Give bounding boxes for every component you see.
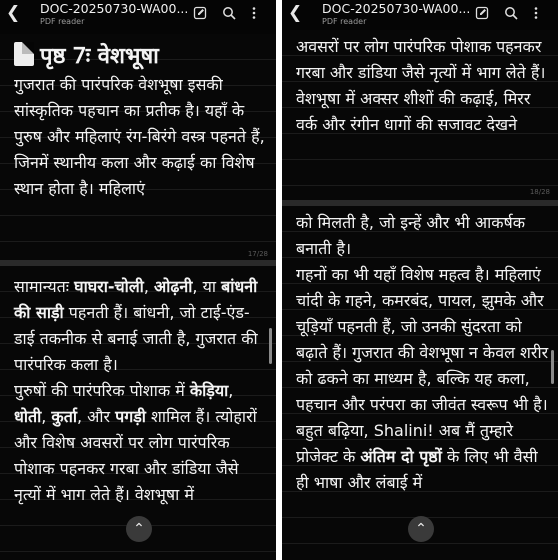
document-icon xyxy=(14,42,34,66)
page-17-content xyxy=(14,42,268,202)
page-18-content xyxy=(14,274,268,508)
chevron-up-icon[interactable]: ⌃ xyxy=(126,516,152,542)
scrollbar-thumb[interactable] xyxy=(551,350,554,384)
edit-icon[interactable] xyxy=(475,6,489,20)
search-icon[interactable] xyxy=(222,6,236,20)
page-heading: पृष्ठ 7ः वेशभूषा xyxy=(14,42,268,72)
page-body-text: गुजरात की पारंपरिक वेशभूषा इसकी सांस्कृतिक पहचान का प्रतीक है। यहाँ के पुरुष और महिलाएं रंग-बिरंगे वस्त्र पहनते हैं, जिनमें स्थानीय कला और कढ़ाई का विशेष स्थान होता है। महिलाएं xyxy=(14,75,265,198)
right-reader-panel xyxy=(282,0,558,560)
chevron-up-icon[interactable]: ⌃ xyxy=(408,516,434,542)
paragraph-closing: बहुत बढ़िया, Shalini! अब मैं तुम्हारे प्रोजेक्ट के अंतिम दो पृष्ठों के लिए भी वैसी ही भाषा और लंबाई में xyxy=(296,421,538,492)
more-vert-icon[interactable] xyxy=(529,6,543,20)
pdf-page-18[interactable] xyxy=(282,30,558,200)
page-18-content xyxy=(296,34,550,138)
pdf-page-17[interactable] xyxy=(0,34,276,260)
more-vert-icon[interactable] xyxy=(247,6,261,20)
document-title: DOC-20250730-WA00... xyxy=(322,1,471,16)
scrollbar-thumb[interactable] xyxy=(269,328,272,364)
document-title: DOC-20250730-WA00... xyxy=(40,1,189,16)
app-bar xyxy=(0,0,276,30)
document-subtitle: PDF reader xyxy=(322,17,367,26)
paragraph-attractive: को मिलती है, जो इन्हें और भी आकर्षक बनाती है। xyxy=(296,213,526,258)
page-body-text: अवसरों पर लोग पारंपरिक पोशाक पहनकर गरबा और डांडिया जैसे नृत्यों में भाग लेते हैं। वेशभूषा में अक्सर शीशों की कढ़ाई, मिरर वर्क और रंगीन धागों की सजावट देखने xyxy=(296,37,546,134)
back-arrow-icon[interactable]: ❮ xyxy=(6,3,21,23)
pdf-page-19[interactable] xyxy=(282,206,558,560)
page-19-content xyxy=(296,210,550,496)
left-reader-panel xyxy=(0,0,276,560)
document-subtitle: PDF reader xyxy=(40,17,85,26)
app-bar xyxy=(282,0,558,30)
paragraph-men-attire: पुरुषों की पारंपरिक पोशाक में केड़िया, धोती, कुर्ता, और पगड़ी शामिल हैं। त्योहारों और विशेष अवसरों पर लोग पारंपरिक पोशाक पहनकर गरबा और डांडिया जैसे नृत्यों में भाग लेते हैं। वेशभूषा में xyxy=(14,381,257,504)
page-number: 17/28 xyxy=(247,250,268,258)
page-number: 18/28 xyxy=(529,188,550,196)
edit-icon[interactable] xyxy=(193,6,207,20)
paragraph-jewellery: गहनों का भी यहाँ विशेष महत्व है। महिलाएं चांदी के गहने, कमरबंद, पायल, झुमके और चूड़ियाँ पहनती हैं, जो उनकी सुंदरता को बढ़ाते हैं। गुजरात की वेशभूषा न केवल शरीर को ढकने का माध्यम है, बल्कि यह कला, पहचान और परंपरा का जीवंत स्वरूप भी है। xyxy=(296,265,549,414)
paragraph-women-attire: सामान्यतः घाघरा-चोली, ओढ़नी, या बांधनी की साड़ी पहनती हैं। बांधनी, जो टाई-एंड-डाई तकनीक से बनाई जाती है, गुजरात की पारंपरिक कला है। xyxy=(14,277,258,374)
back-arrow-icon[interactable]: ❮ xyxy=(288,3,303,23)
search-icon[interactable] xyxy=(504,6,518,20)
